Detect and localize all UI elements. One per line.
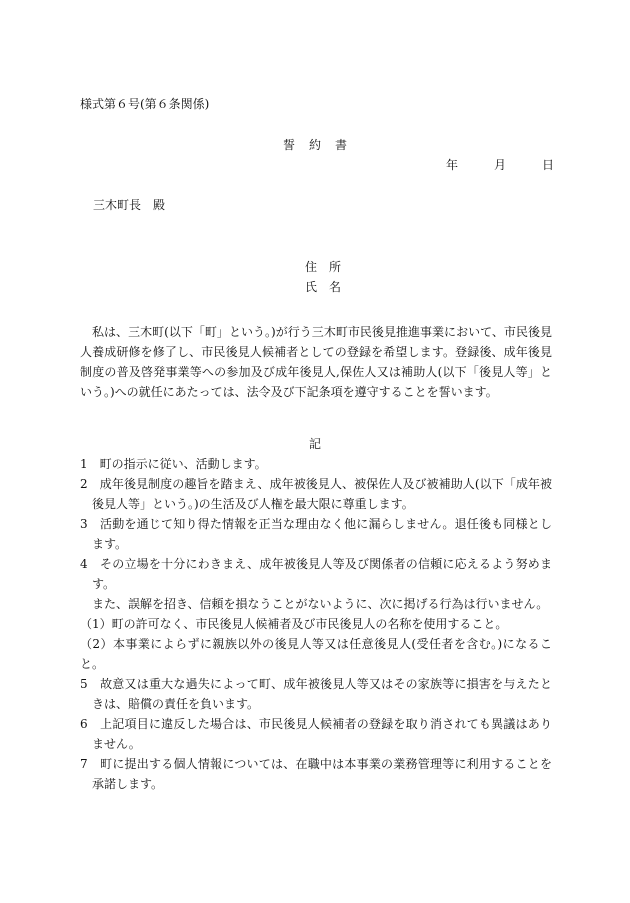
pledge-item-1: 1 町の指示に従い、活動します。 (80, 457, 267, 471)
pledge-subitem-2: （2）本事業によらずに親族以外の後見人等又は任意後見人(受任者を含む。)になること。 (80, 637, 552, 671)
ki-heading: 記 (308, 437, 321, 451)
pledge-item-6: 6 上記項目に違反した場合は、市民後見人候補者の登録を取り消されても異議はありません。 (80, 717, 552, 751)
document-title: 誓約書 (282, 138, 361, 152)
pledge-body: 私は、三木町(以下「町」という。)が行う三木町市民後見推進事業において、市民後見人養成研修を修了し、市民後見人候補者としての登録を希望します。登録後、成年後見制度の普及啓発事業等への参加及び成年後見人,保佐人又は補助人(以下「後見人等」という。)への就任にあたっては、法令及び下記条項を遵守することを誓います。 (80, 325, 552, 399)
date-day-label: 日 (542, 158, 555, 172)
pledge-item-7: 7 町に提出する個人情報については、在職中は本事業の業務管理等に利用することを承諾します。 (80, 757, 552, 791)
pledge-items (80, 454, 552, 794)
pledge-subitem-1: （1）町の許可なく、市民後見人候補者及び市民後見人の名称を使用すること。 (80, 617, 508, 631)
date-month-label: 月 (494, 158, 507, 172)
pledge-item-5: 5 故意又は重大な過失によって町、成年被後見人等又はその家族等に損害を与えたときは、賠償の責任を負います。 (80, 677, 552, 711)
date-year-label: 年 (446, 158, 459, 172)
name-label: 氏名 (305, 280, 354, 294)
form-number: 様式第６号(第６条関係) (80, 97, 210, 111)
addressee: 三木町長 殿 (93, 198, 166, 212)
pledge-item-4: 4 その立場を十分にわきまえ、成年被後見人等及び関係者の信頼に応えるよう努めます。 (80, 557, 552, 591)
pledge-item-3: 3 活動を通じて知り得た情報を正当な理由なく他に漏らしません。退任後も同様とします。 (80, 517, 552, 551)
address-label: 住所 (305, 260, 354, 274)
pledge-item-2: 2 成年後見制度の趣旨を踏まえ、成年被後見人、被保佐人及び被補助人(以下「成年被後見人等」という。)の生活及び人権を最大限に尊重します。 (80, 477, 552, 511)
pledge-item-4-continued: また、誤解を招き、信頼を損なうことがないように、次に掲げる行為は行いません。 (92, 597, 549, 611)
